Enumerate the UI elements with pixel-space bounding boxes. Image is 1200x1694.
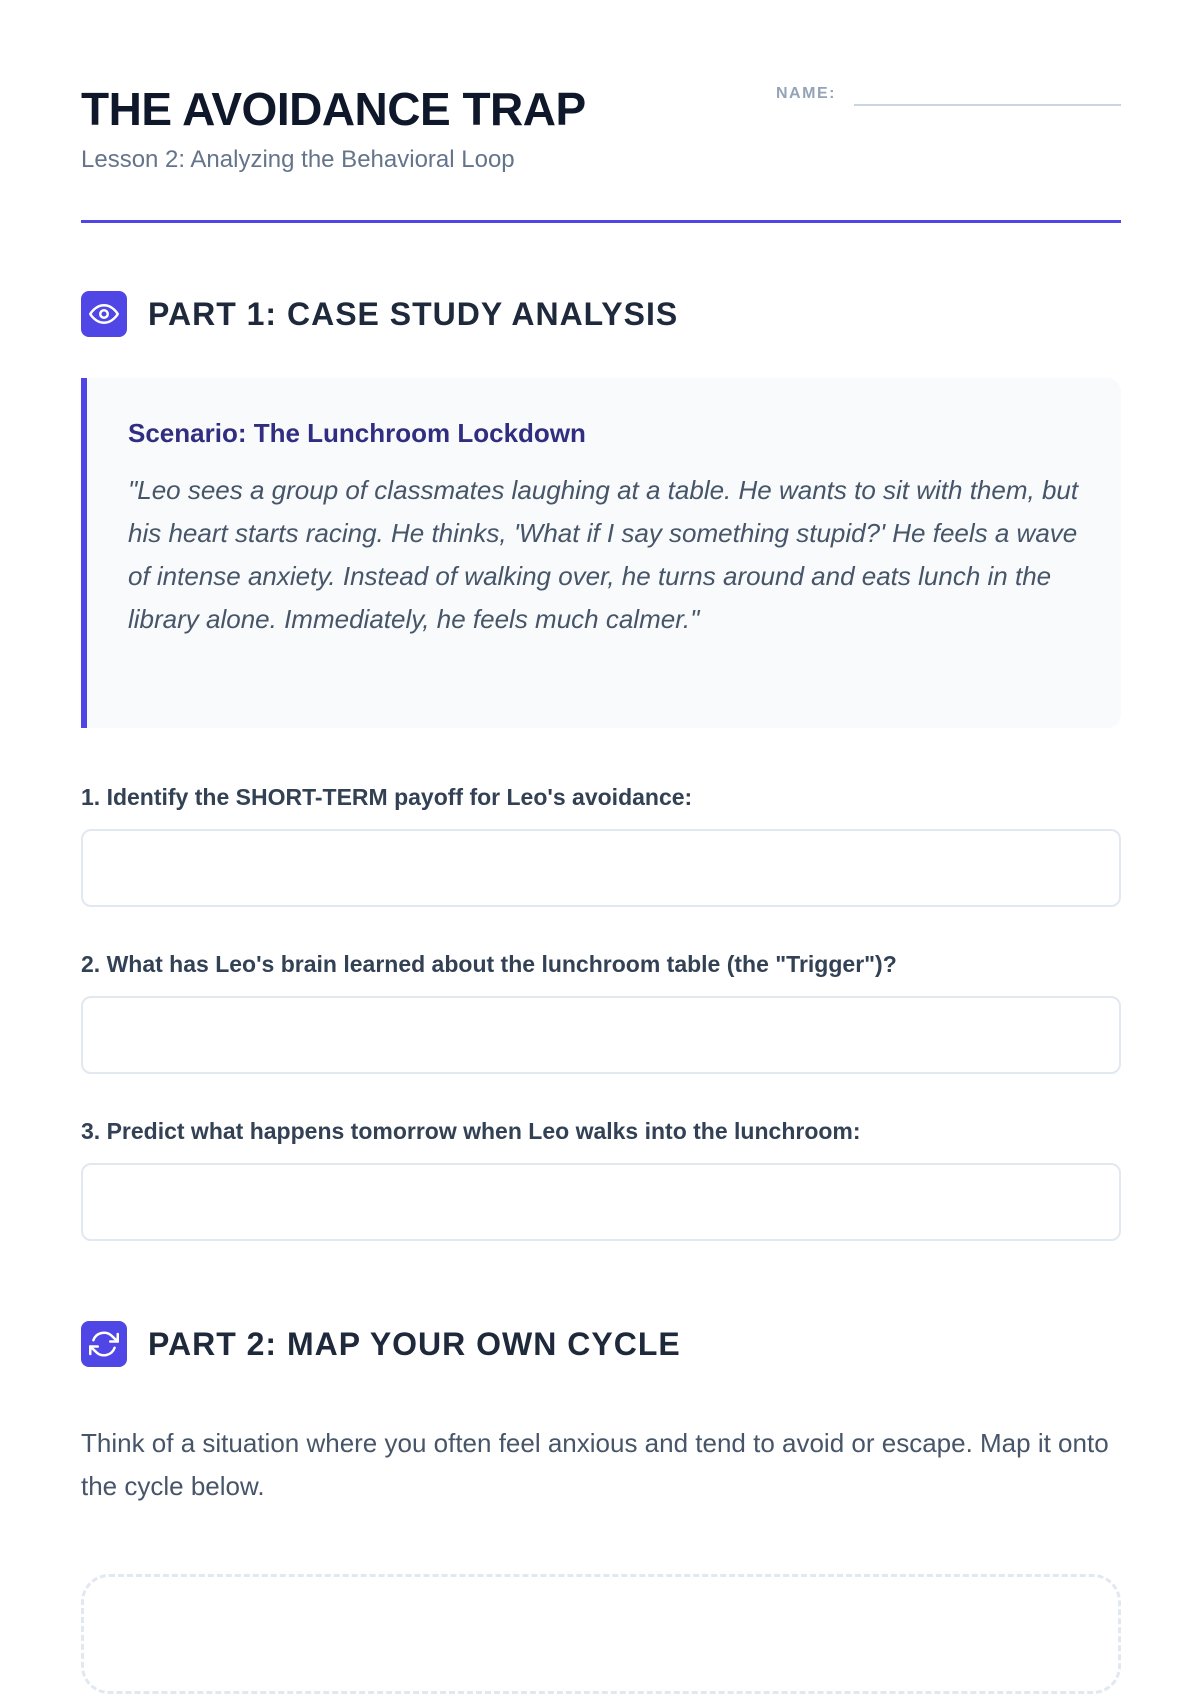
question-2-answer[interactable] [81, 996, 1121, 1074]
part1-title: PART 1: CASE STUDY ANALYSIS [148, 295, 679, 332]
part2-title: PART 2: MAP YOUR OWN CYCLE [148, 1325, 681, 1362]
part2-heading [81, 1321, 681, 1367]
name-field-line[interactable] [854, 104, 1121, 106]
part1-heading [81, 291, 678, 337]
question-1-answer[interactable] [81, 829, 1121, 907]
worksheet-title: THE AVOIDANCE TRAP [81, 83, 586, 135]
question-3-label: 3. Predict what happens tomorrow when Leo walks into the lunchroom: [81, 1118, 861, 1144]
scenario-text: "Leo sees a group of classmates laughing at a table. He wants to sit with them, but his heart starts racing. He thinks, 'What if I say something stupid?' He feels a wave of intense anxiety. Instead of walking over, he turns around and eats lunch in the library alone. Immediately, he feels much calmer." [128, 475, 1079, 635]
cycle-map-area [81, 1574, 1121, 1694]
part2-intro: Think of a situation where you often feel anxious and tend to avoid or escape. Map it onto the cycle below. [81, 1428, 1109, 1501]
question-2-label: 2. What has Leo's brain learned about the lunchroom table (the "Trigger")? [81, 951, 897, 977]
question-3-answer[interactable] [81, 1163, 1121, 1241]
header-divider [81, 220, 1121, 223]
question-1-label: 1. Identify the SHORT-TERM payoff for Leo's avoidance: [81, 784, 693, 810]
scenario-title: Scenario: The Lunchroom Lockdown [128, 418, 586, 448]
lesson-subtitle: Lesson 2: Analyzing the Behavioral Loop [81, 146, 515, 173]
name-label: NAME: [776, 85, 836, 102]
eye-icon [81, 291, 127, 337]
scenario-card [81, 378, 1121, 728]
refresh-cycle-icon [81, 1321, 127, 1367]
